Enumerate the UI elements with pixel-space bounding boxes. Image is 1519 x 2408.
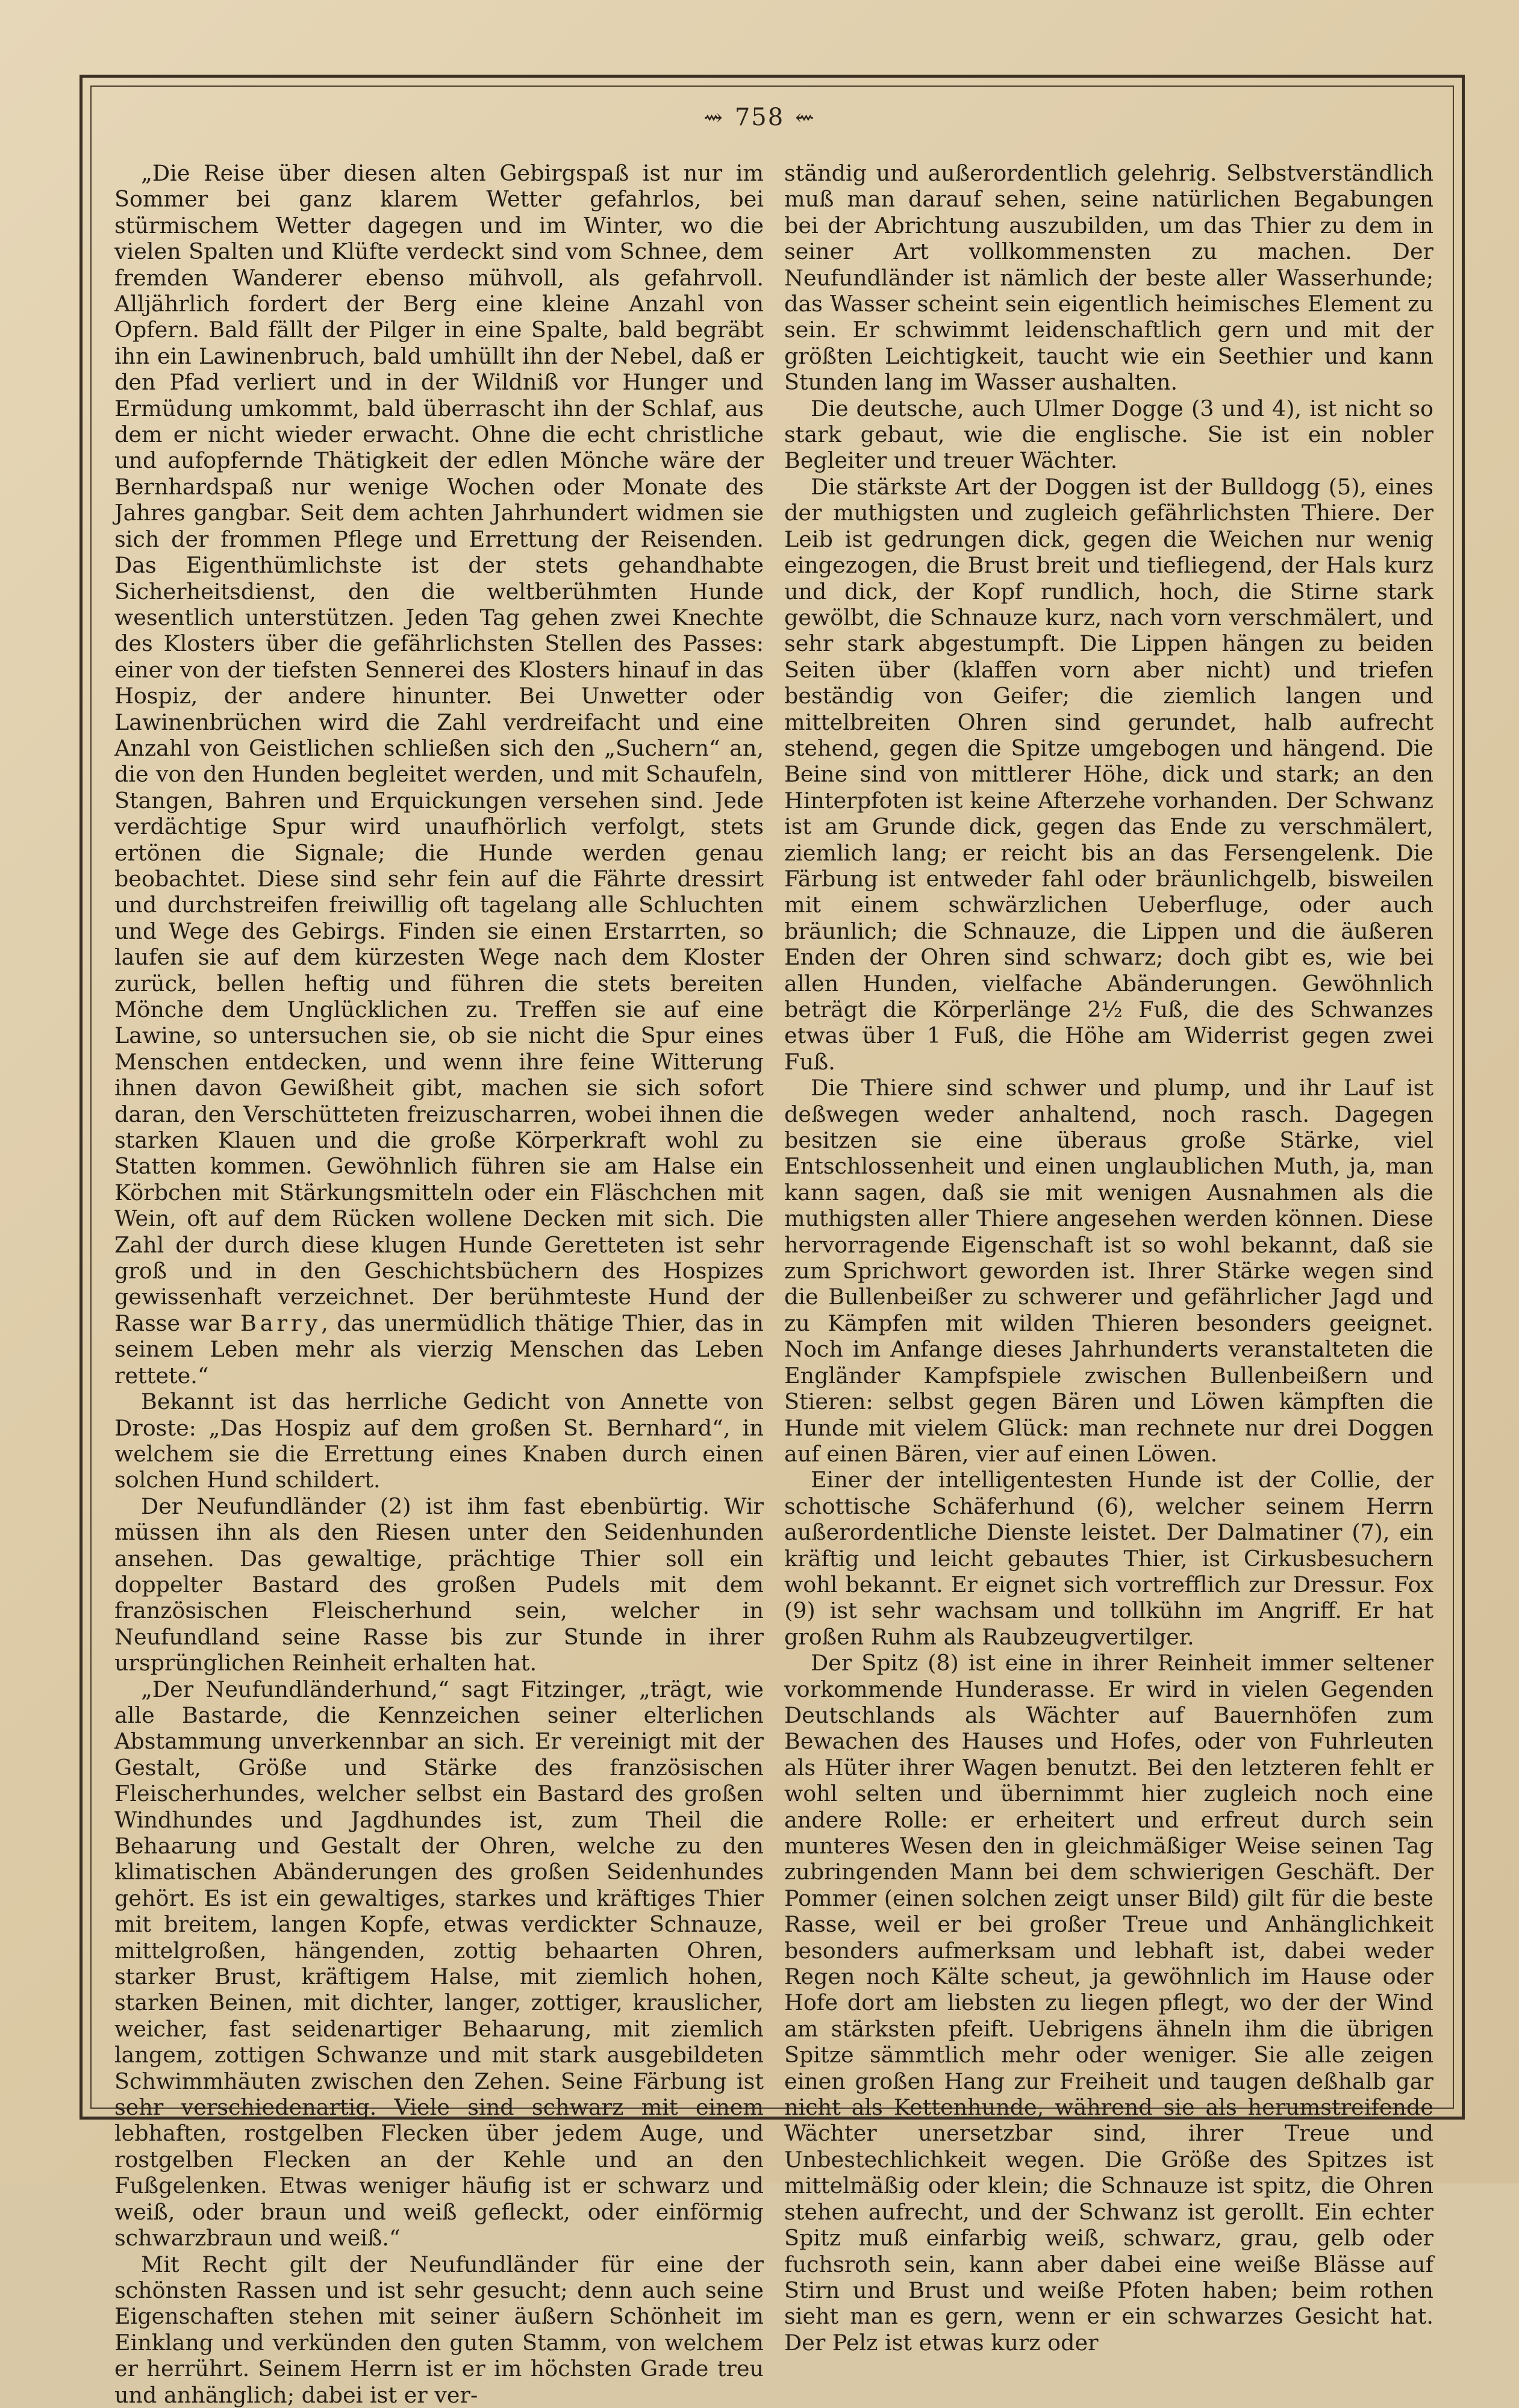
paragraph-fitzinger-quote: „Der Neufundländerhund,“ sagt Fitzinger, „trägt, wie alle Bastarde, die Kennzeichen seiner elterlichen Abstammung unverkennbar an sich. Er vereinigt mit der Gestalt, Größe und Stärke des französischen Fleischerhundes, welcher selbst ein Bastard des großen Windhundes und Jagdhundes ist, zum Theil die Behaarung und Gestalt der Ohren, welche zu den klimatischen Abänderungen des großen Seidenhundes gehört. Es ist ein gewaltiges, starkes und kräftiges Thier mit breitem, langen Kopfe, etwas verdickter Schnauze, mittelgroßen, hängenden, zottig behaarten Ohren, starker Brust, kräftigem Halse, mit ziemlich hohen, starken Beinen, mit dichter, langer, zottiger, krauslicher, weicher, fast seidenartiger Behaarung, mit ziemlich langem, zottigen Schwanze und mit stark ausgebildeten Schwimmhäuten zwischen den Zehen. Seine Färbung ist sehr verschiedenartig. Viele sind schwarz mit einem lebhaften, rostgelben Flecken über jedem Auge, und rostgelben Flecken an der Kehle und an den Fußgelenken. Etwas weniger häufig ist er schwarz und weiß, oder braun und weiß gefleckt, oder einförmig schwarzbraun und weiß.“	[114, 1676, 764, 2251]
paragraph-st-bernhard-quote	[114, 160, 764, 1389]
paragraph-ulmer-dogge: Die deutsche, auch Ulmer Dogge (3 und 4), ist nicht so stark gebaut, wie die englische. Sie ist ein nobler Begleiter und treuer Wächter.	[784, 395, 1433, 474]
paragraph-spitz: Der Spitz (8) ist eine in ihrer Reinheit immer seltener vorkommende Hunderasse. Er wird in vielen Gegenden Deutschlands als Wächter auf Bauernhöfen zum Bewachen des Hauses und Hofes, oder von Fuhrleuten als Hüter ihrer Wagen benutzt. Bei den letzteren fehlt er wohl selten und übernimmt hier zugleich noch eine andere Rolle: er erheitert und erfreut durch sein munteres Wesen den in gleichmäßiger Weise seinen Tag zubringenden Mann bei dem schwierigen Geschäft. Der Pommer (einen solchen zeigt unser Bild) gilt für die beste Rasse, weil er bei großer Treue und Anhänglichkeit besonders aufmerksam und lebhaft ist, dabei weder Regen noch Kälte scheut, ja gewöhnlich im Hause oder Hofe dort am liebsten zu liegen pflegt, wo der der Wind am stärksten pfeift. Uebrigens ähneln ihm die übrigen Spitze sämmtlich mehr oder weniger. Sie alle zeigen einen großen Hang zur Freiheit und taugen deßhalb gar nicht als Kettenhunde, während sie als herumstreifende Wächter unersetzbar sind, ihrer Treue und Unbestechlichkeit wegen. Die Größe des Spitzes ist mittelmäßig oder klein; die Schnauze ist spitz, die Ohren stehen aufrecht, und der Schwanz ist gerollt. Ein echter Spitz muß einfarbig weiß, schwarz, grau, gelb oder fuchsroth sein, kann aber dabei eine weiße Blässe auf Stirn und Brust und weiße Pfoten haben; beim rothen sieht man es gern, wenn er ein schwarzes Gesicht hat. Der Pelz ist etwas kurz oder	[784, 1650, 1433, 2356]
right-column	[784, 160, 1433, 2356]
paragraph-droste: Bekannt ist das herrliche Gedicht von Annette von Droste: „Das Hospiz auf dem großen St. Bernhard“, in welchem sie die Errettung eines Knaben durch einen solchen Hund schildert.	[114, 1389, 764, 1493]
ornament-right-icon: ⇜	[795, 104, 816, 131]
paragraph-text-end: , das unermüdlich thätige Thier, das in seinem Leben mehr als vierzig Menschen das Leben rettete.“	[114, 1310, 764, 1389]
page-header	[0, 104, 1519, 131]
paragraph-continued: ständig und außerordentlich gelehrig. Selbstverständlich muß man darauf sehen, seine natürlichen Begabungen bei der Abrichtung auszubilden, um das Thier zu dem in seiner Art vollkommensten zu machen. Der Neufundländer ist nämlich der beste aller Wasserhunde; das Wasser scheint sein eigentlich heimisches Element zu sein. Er schwimmt leidenschaftlich gern und mit der größten Leichtigkeit, taucht wie ein Seethier und kann Stunden lang im Wasser aushalten.	[784, 160, 1433, 396]
paragraph-text: „Die Reise über diesen alten Gebirgspaß ist nur im Sommer bei ganz klarem Wetter gefahrlos, bei stürmischem Wetter dagegen und im Winter, wo die vielen Spalten und Klüfte verdeckt sind vom Schnee, dem fremden Wanderer ebenso mühvoll, als gefahrvoll. Alljährlich fordert der Berg eine kleine Anzahl von Opfern. Bald fällt der Pilger in eine Spalte, bald begräbt ihn ein Lawinenbruch, bald umhüllt ihn der Nebel, daß er den Pfad verliert und in der Wildniß vor Hunger und Ermüdung umkommt, bald überrascht ihn der Schlaf, aus dem er nicht wieder erwacht. Ohne die echt christliche und aufopfernde Thätigkeit der edlen Mönche wäre der Bernhardspaß nur wenige Wochen oder Monate des Jahres gangbar. Seit dem achten Jahrhundert widmen sie sich der frommen Pflege und Errettung der Reisenden. Das Eigenthümlichste ist der stets gehandhabte Sicherheitsdienst, den die weltberühmten Hunde wesentlich unterstützen. Jeden Tag gehen zwei Knechte des Klosters über die gefährlichsten Stellen des Passes: einer von der tiefsten Sennerei des Klosters hinauf in das Hospiz, der andere hinunter. Bei Unwetter oder Lawinenbrüchen wird die Zahl verdreifacht und eine Anzahl von Geistlichen schließen sich den „Suchern“ an, die von den Hunden begleitet werden, und mit Schaufeln, Stangen, Bahren und Erquickungen versehen sind. Jede verdächtige Spur wird unaufhörlich verfolgt, stets ertönen die Signale; die Hunde werden genau beobachtet. Diese sind sehr fein auf die Fährte dressirt und durchstreifen freiwillig oft tagelang alle Schluchten und Wege des Gebirgs. Finden sie einen Erstarrten, so laufen sie auf dem kürzesten Wege nach dem Kloster zurück, bellen heftig und führen die stets bereiten Mönche dem Unglücklichen zu. Treffen sie auf eine Lawine, so untersuchen sie, ob sie nicht die Spur eines Menschen entdecken, und wenn ihre feine Witterung ihnen davon Gewißheit gibt, machen sie sich sofort daran, den Verschütteten freizuscharren, wobei ihnen die starken Klauen und die große Körperkraft wohl zu Statten kommen. Gewöhnlich führen sie am Halse ein Körbchen mit Stärkungsmitteln oder ein Fläschchen mit Wein, oft auf dem Rücken wollene Decken mit sich. Die Zahl der durch diese klugen Hunde Geretteten ist sehr groß und in den Geschichtsbüchern des Hospizes gewissenhaft verzeichnet. Der berühmteste Hund der Rasse war	[114, 160, 764, 1336]
dog-name-barry: Barry	[240, 1310, 322, 1336]
left-column	[114, 160, 764, 2408]
paragraph-neufundlaender-qualities: Mit Recht gilt der Neufundländer für eine der schönsten Rassen und ist sehr gesucht; denn auch seine Eigenschaften stehen mit seiner äußern Schönheit im Einklang und verkünden den guten Stamm, von welchem er herrührt. Seinem Herrn ist er im höchsten Grade treu und anhänglich; dabei ist er ver-	[114, 2251, 764, 2408]
paragraph-neufundlaender: Der Neufundländer (2) ist ihm fast ebenbürtig. Wir müssen ihn als den Riesen unter den Seidenhunden ansehen. Das gewaltige, prächtige Thier soll ein doppelter Bastard des großen Pudels mit dem französischen Fleischerhund sein, welcher in Neufundland seine Rasse bis zur Stunde in ihrer ursprünglichen Reinheit erhalten hat.	[114, 1493, 764, 1676]
paragraph-bullenbeisser: Die Thiere sind schwer und plump, und ihr Lauf ist deßwegen weder anhaltend, noch rasch. Dagegen besitzen sie eine überaus große Stärke, viel Entschlossenheit und einen unglaublichen Muth, ja, man kann sagen, daß sie mit wenigen Ausnahmen als die muthigsten aller Thiere angesehen werden können. Diese hervorragende Eigenschaft ist so wohl bekannt, daß sie zum Sprichwort geworden ist. Ihrer Stärke wegen sind die Bullenbeißer zu schwerer und gefährlicher Jagd und zu Kämpfen mit wilden Thieren besonders geeignet. Noch im Anfange dieses Jahrhunderts veranstalteten die Engländer Kampfspiele zwischen Bullenbeißern und Stieren: selbst gegen Bären und Löwen kämpften die Hunde mit vielem Glück: man rechnete nur drei Doggen auf einen Bären, vier auf einen Löwen.	[784, 1075, 1433, 1467]
ornament-left-icon: ⇝	[703, 104, 724, 131]
paragraph-bulldogg: Die stärkste Art der Doggen ist der Bulldogg (5), eines der muthigsten und zugleich gefährlichsten Thiere. Der Leib ist gedrungen dick, gegen die Weichen nur wenig eingezogen, die Brust breit und tiefliegend, der Hals kurz und dick, der Kopf rundlich, hoch, die Stirne stark gewölbt, die Schnauze kurz, nach vorn verschmälert, und sehr stark abgestumpft. Die Lippen hängen zu beiden Seiten über (klaffen vorn aber nicht) und triefen beständig von Geifer; die ziemlich langen und mittelbreiten Ohren sind gerundet, halb aufrecht stehend, gegen die Spitze umgebogen und hängend. Die Beine sind von mittlerer Höhe, dick und stark; an den Hinterpfoten ist keine Afterzehe vorhanden. Der Schwanz ist am Grunde dick, gegen das Ende zu verschmälert, ziemlich lang; er reicht bis an das Fersengelenk. Die Färbung ist entweder fahl oder bräunlichgelb, bisweilen mit einem schwärzlichen Ueberfluge, oder auch bräunlich; die Schnauze, die Lippen und die äußeren Enden der Ohren sind schwarz; doch gibt es, wie bei allen Hunden, vielfache Abänderungen. Gewöhnlich beträgt die Körperlänge 2½ Fuß, die des Schwanzes etwas über 1 Fuß, die Höhe am Widerrist gegen zwei Fuß.	[784, 473, 1433, 1075]
paragraph-collie-dalmatiner-fox: Einer der intelligentesten Hunde ist der Collie, der schottische Schäferhund (6), welcher seinem Herrn außerordentliche Dienste leistet. Der Dalmatiner (7), ein kräftig und leicht gebautes Thier, ist Cirkusbesuchern wohl bekannt. Er eignet sich vortrefflich zur Dressur. Fox (9) ist sehr wachsam und tollkühn im Angriff. Er hat großen Ruhm als Raubzeugvertilger.	[784, 1467, 1433, 1650]
page-number: 758	[734, 104, 785, 131]
